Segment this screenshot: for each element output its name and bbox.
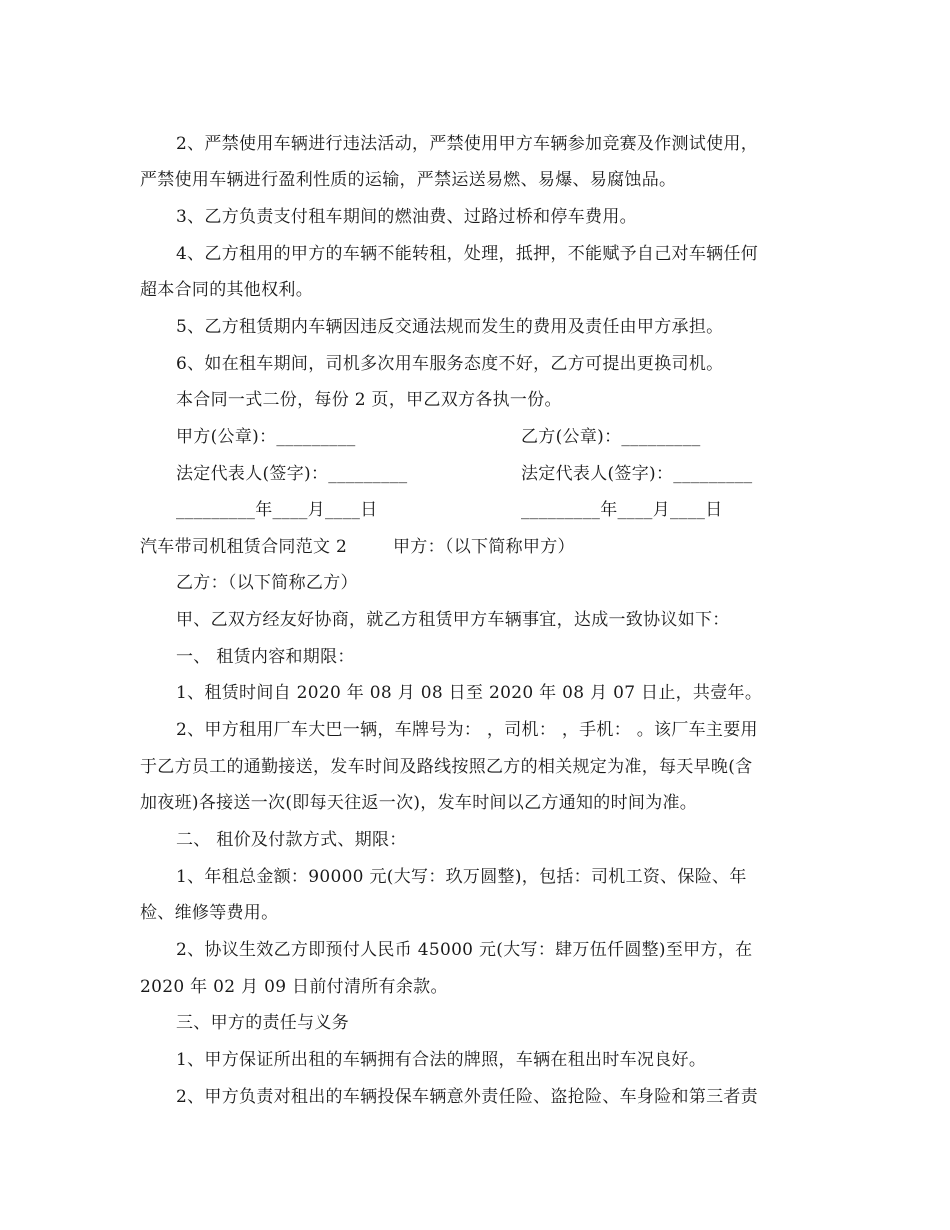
section-1-item-2-line-1: 2、甲方租用厂车大巴一辆，车牌号为： ，司机： ，手机： 。该厂车主要用 [176, 720, 758, 740]
clause-5: 5、乙方租赁期内车辆因违反交通法规而发生的费用及责任由甲方承担。 [176, 317, 724, 337]
section-2-item-2-line-1: 2、协议生效乙方即预付人民币 45000 元(大写：肆万伍仟圆整)至甲方，在 [176, 940, 753, 960]
clause-2-line-2: 严禁使用车辆进行盈利性质的运输，严禁运送易燃、易爆、易腐蚀品。 [140, 170, 677, 190]
section-1-heading: 一、 租赁内容和期限： [176, 647, 355, 667]
section-1-item-2-line-2: 于乙方员工的通勤接送，发车时间及路线按照乙方的相关规定为准，每天早晚(含 [140, 757, 753, 777]
section-2-item-1-line-1: 1、年租总金额：90000 元(大写：玖万圆整)，包括：司机工资、保险、年 [176, 867, 747, 887]
copies-statement: 本合同一式二份，每份 2 页，甲乙双方各执一份。 [176, 390, 562, 410]
second-contract-party-a: 甲方：（以下简称甲方） [393, 537, 575, 557]
section-1-item-1: 1、租赁时间自 2020 年 08 月 08 日至 2020 年 08 月 07 日止，共壹年。 [176, 683, 763, 703]
second-contract-title: 汽车带司机租赁合同范文 2 [140, 537, 348, 557]
section-2-item-1-line-2: 检、维修等费用。 [140, 903, 279, 923]
section-2-heading: 二、 租价及付款方式、期限： [176, 830, 407, 850]
clause-4-line-2: 超本合同的其他权利。 [140, 280, 313, 300]
section-3-item-2: 2、甲方负责对租出的车辆投保车辆意外责任险、盗抢险、车身险和第三者责 [176, 1087, 759, 1107]
party-a-date: _________年____月____日 [176, 500, 378, 520]
party-b-date: _________年____月____日 [521, 500, 723, 520]
section-2-item-2-line-2: 2020 年 02 月 09 日前付清所有余款。 [140, 977, 448, 997]
second-contract-party-b: 乙方：（以下简称乙方） [176, 573, 358, 593]
section-1-item-2-line-3: 加夜班)各接送一次(即每天往返一次)，发车时间以乙方通知的时间为准。 [140, 793, 698, 813]
section-3-item-1: 1、甲方保证所出租的车辆拥有合法的牌照，车辆在租出时车况良好。 [176, 1050, 707, 1070]
party-a-seal: 甲方(公章)：_________ [176, 427, 356, 447]
party-b-representative: 法定代表人(签字)：_________ [521, 464, 753, 484]
clause-6: 6、如在租车期间，司机多次用车服务态度不好，乙方可提出更换司机。 [176, 354, 724, 374]
clause-2-line-1: 2、严禁使用车辆进行违法活动，严禁使用甲方车辆参加竞赛及作测试使用， [176, 134, 759, 154]
clause-3: 3、乙方负责支付租车期间的燃油费、过路过桥和停车费用。 [176, 207, 637, 227]
second-contract-intro: 甲、乙双方经友好协商，就乙方租赁甲方车辆事宜，达成一致协议如下： [176, 610, 730, 630]
party-a-representative: 法定代表人(签字)：_________ [176, 464, 408, 484]
party-b-seal: 乙方(公章)：_________ [521, 427, 701, 447]
clause-4-line-1: 4、乙方租用的甲方的车辆不能转租，处理，抵押，不能赋予自己对车辆任何 [176, 244, 759, 264]
section-3-heading: 三、甲方的责任与义务 [176, 1013, 349, 1033]
